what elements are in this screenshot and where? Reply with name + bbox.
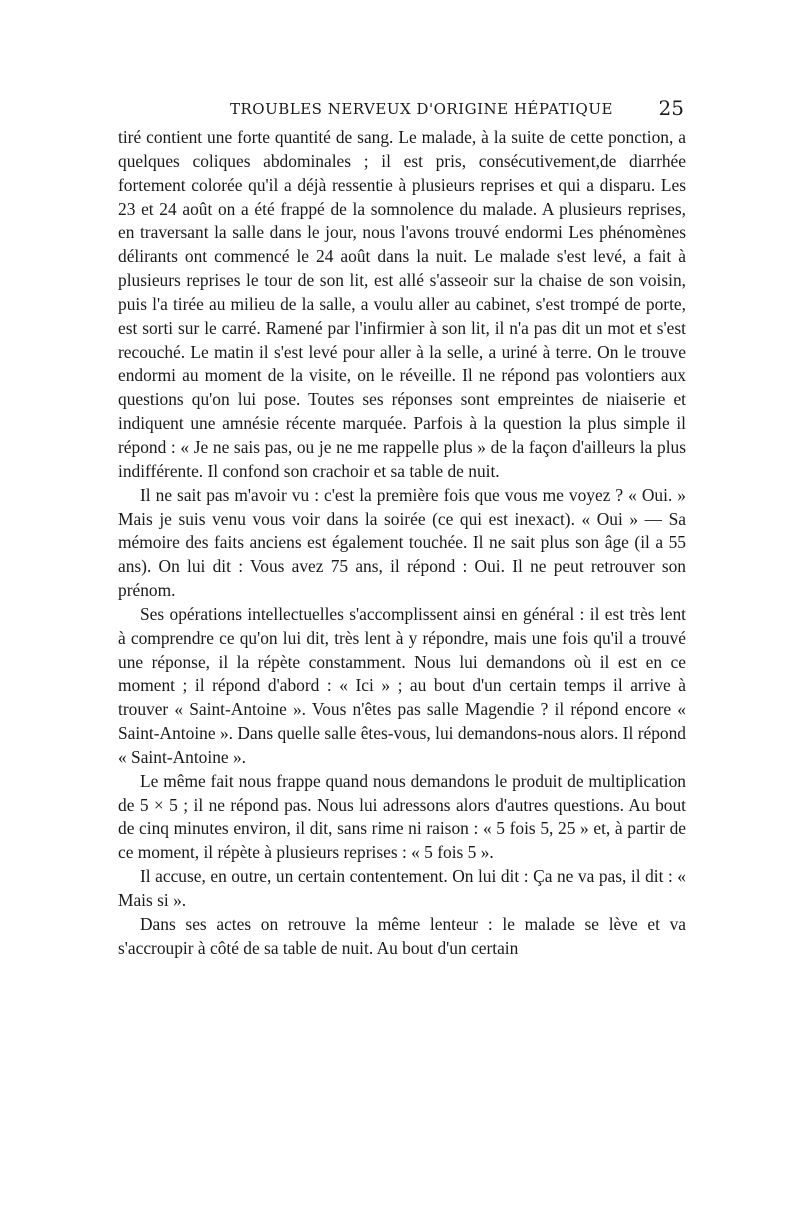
paragraph: Il ne sait pas m'avoir vu : c'est la première fois que vous me voyez ? « Oui. » Mais je suis venu vous voir dans la soirée (ce qui est inexact). « Oui » — Sa mémoire des faits anciens est également touchée. Il ne sait plus son âge (il a 55 ans). On lui dit : Vous avez 75 ans, il répond : Oui. Il ne peut retrouver son prénom. xyxy=(118,484,686,601)
paragraph-continuation: tiré contient une forte quantité de sang. Le malade, à la suite de cette ponction, a quelques coliques abdominales ; il est pris, consécutivement,de diarrhée fortement colorée qu'il a déjà ressentie à plusieurs reprises et qui a disparu. Les 23 et 24 août on a été frappé de la somnolence du malade. A plusieurs reprises, en traversant la salle dans le jour, nous l'avons trouvé endormi Les phénomènes délirants ont commencé le 24 août dans la nuit. Le malade s'est levé, a fait à plusieurs reprises le tour de son lit, est allé s'asseoir sur la chaise de son voisin, puis l'a tirée au milieu de la salle, a voulu aller au cabinet, s'est trompé de porte, est sorti sur le carré. Ramené par l'infirmier à son lit, il n'a pas dit un mot et s'est recouché. Le matin il s'est levé pour aller à la selle, a uriné à terre. On le trouve endormi au moment de la visite, on le réveille. Il ne répond pas volontiers aux questions qu'on lui pose. Toutes ses réponses sont empreintes de niaiserie et indiquent une amnésie récente marquée. Parfois à la question la plus simple il répond : « Je ne sais pas, ou je ne me rappelle plus » de la façon d'ailleurs la plus indifférente. Il confond son crachoir et sa table de nuit. xyxy=(118,127,686,481)
paragraph: Le même fait nous frappe quand nous demandons le produit de multiplication de 5 × 5 ; il ne répond pas. Nous lui adressons alors d'autres questions. Au bout de cinq minutes environ, il dit, sans rime ni raison : « 5 fois 5, 25 » et, à partir de ce moment, il répète à plusieurs reprises : « 5 fois 5 ». xyxy=(118,770,686,863)
paragraph: Dans ses actes on retrouve la même lenteur : le malade se lève et va s'accroupir à côté de sa table de nuit. Au bout d'un certain xyxy=(118,913,686,958)
running-header xyxy=(118,96,686,126)
page-number: 25 xyxy=(658,96,684,120)
body-text xyxy=(118,126,686,961)
header-title: TROUBLES NERVEUX D'ORIGINE HÉPATIQUE xyxy=(230,100,613,118)
paragraph: Il accuse, en outre, un certain contentement. On lui dit : Ça ne va pas, il dit : « Mais si ». xyxy=(118,866,686,910)
paragraph: Ses opérations intellectuelles s'accomplissent ainsi en général : il est très lent à comprendre ce qu'on lui dit, très lent à y répondre, mais une fois qu'il a trouvé une réponse, il la répète constamment. Nous lui demandons où il est en ce moment ; il répond d'abord : « Ici » ; au bout d'un certain temps il arrive à trouver « Saint-Antoine ». Vous n'êtes pas salle Magendie ? il répond encore « Saint-Antoine ». Dans quelle salle êtes-vous, lui demandons-nous alors. Il répond « Saint-Antoine ». xyxy=(118,603,686,767)
book-page xyxy=(118,96,686,961)
